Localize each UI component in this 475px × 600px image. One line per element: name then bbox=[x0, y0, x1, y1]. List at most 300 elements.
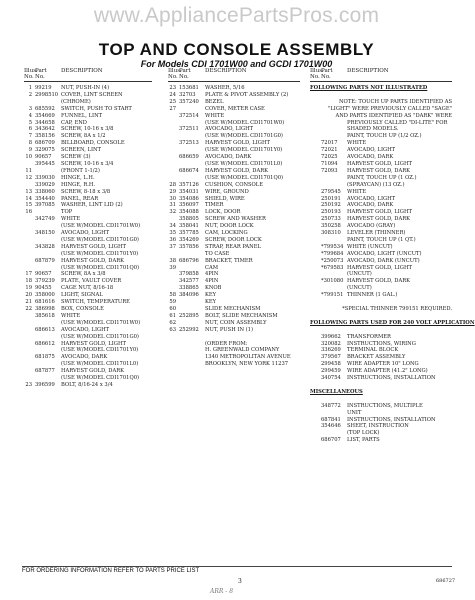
illus-number: 24 bbox=[169, 91, 176, 98]
part-number: *799534 bbox=[321, 243, 344, 250]
illus-number bbox=[168, 154, 179, 161]
parts-row bbox=[24, 299, 152, 306]
part-description: (USE W/MODEL CDI1701Y0) bbox=[205, 147, 283, 154]
part-number bbox=[317, 106, 328, 113]
part-number: 358041 bbox=[179, 223, 199, 230]
illus-number bbox=[310, 299, 321, 306]
parts-row bbox=[24, 313, 152, 320]
illus-number: 8 bbox=[28, 140, 32, 147]
parts-row bbox=[168, 251, 300, 258]
part-description: WIRE, GROUND bbox=[205, 188, 249, 195]
part-number bbox=[179, 251, 205, 258]
part-number: 338865 bbox=[179, 285, 199, 292]
part-number: 342749 bbox=[35, 216, 55, 223]
parts-row bbox=[310, 99, 452, 106]
illus-number: 31 bbox=[169, 202, 176, 209]
illus-number bbox=[24, 244, 35, 251]
part-number bbox=[179, 265, 205, 272]
part-number: 357785 bbox=[179, 230, 199, 237]
illus-number bbox=[310, 313, 321, 320]
part-number: 153681 bbox=[179, 85, 199, 91]
part-number: 372514 bbox=[179, 112, 199, 119]
illus-number bbox=[24, 216, 35, 223]
parts-row bbox=[24, 133, 152, 140]
parts-row bbox=[168, 334, 300, 341]
part-description: (USE W/MODEL CDI1701Y0) bbox=[61, 347, 139, 354]
parts-row bbox=[24, 265, 152, 272]
part-number: 339030 bbox=[35, 174, 55, 181]
illus-number bbox=[24, 251, 35, 258]
part-description: SWITCH, PUSH TO START bbox=[61, 105, 132, 112]
part-description: 4PIN bbox=[205, 271, 219, 278]
footer-note: FOR ORDERING INFORMATION REFER TO PARTS PRICE LIST bbox=[22, 568, 200, 574]
part-description: WHITE bbox=[205, 112, 225, 119]
illus-number: 12 bbox=[25, 174, 32, 181]
part-number: 90657 bbox=[35, 271, 52, 278]
part-number bbox=[320, 306, 342, 313]
part-description: SCREW, 8A x 3/8 bbox=[61, 271, 106, 278]
part-number: 386998 bbox=[35, 306, 55, 312]
column-header bbox=[310, 68, 452, 82]
part-description: COVER, METER CASE bbox=[205, 105, 265, 112]
illus-number bbox=[24, 354, 35, 361]
parts-row bbox=[310, 92, 452, 99]
parts-row bbox=[168, 223, 300, 230]
part-number: 279545 bbox=[321, 188, 341, 195]
illus-number bbox=[310, 375, 321, 382]
part-number: 344658 bbox=[35, 119, 55, 126]
part-description bbox=[347, 396, 452, 403]
part-description: NUT, PUSH-IN (4) bbox=[61, 85, 110, 91]
part-description: COVER, LINT SCREEN bbox=[61, 91, 123, 98]
part-description bbox=[347, 327, 452, 334]
part-number bbox=[321, 285, 347, 292]
parts-row bbox=[310, 292, 452, 299]
part-description: WHITE bbox=[347, 188, 367, 195]
parts-row bbox=[168, 347, 300, 354]
header-illus: Illus. No. bbox=[310, 68, 324, 80]
parts-row bbox=[310, 182, 452, 189]
part-number bbox=[35, 320, 61, 327]
illus-number: 62 bbox=[169, 319, 176, 326]
illus-number bbox=[310, 168, 321, 175]
part-number: *799151 bbox=[321, 292, 344, 299]
part-description: (USE W/MODEL CDI1701Q0) bbox=[61, 264, 140, 271]
parts-row bbox=[24, 285, 152, 292]
part-number bbox=[179, 133, 205, 140]
parts-row bbox=[168, 299, 300, 306]
parts-row bbox=[24, 278, 152, 285]
part-description: HARVEST GOLD, DARK bbox=[347, 216, 410, 223]
part-description: (USE W/MODEL CDI1701G0) bbox=[61, 333, 139, 340]
part-description: (TOP LOCK) bbox=[347, 430, 380, 437]
part-description: UNIT bbox=[347, 409, 362, 416]
part-number: 681875 bbox=[35, 354, 55, 361]
part-number bbox=[321, 410, 347, 417]
illus-number bbox=[168, 133, 179, 140]
part-description: KEY bbox=[205, 292, 217, 299]
part-description: BRACKET ASSEMBLY bbox=[347, 354, 406, 361]
illus-number bbox=[24, 313, 35, 320]
part-description: TIMER bbox=[205, 202, 224, 209]
parts-row bbox=[168, 278, 300, 285]
header-desc: DESCRIPTION bbox=[205, 68, 247, 74]
illus-number bbox=[310, 368, 321, 375]
illus-number bbox=[24, 161, 35, 168]
part-number: 358000 bbox=[35, 292, 55, 299]
illus-number: 17 bbox=[25, 271, 32, 278]
illus-number bbox=[310, 126, 321, 133]
illus-number: 5 bbox=[28, 119, 32, 126]
part-description: (USE W/MODEL CDI1701L0) bbox=[205, 160, 283, 167]
section-heading: FOLLOWING PARTS NOT ILLUSTRATED bbox=[310, 85, 428, 91]
parts-row bbox=[310, 306, 452, 313]
part-number: 358805 bbox=[179, 216, 199, 223]
parts-row bbox=[24, 375, 152, 382]
section-heading: MISCELLANEOUS bbox=[310, 388, 363, 395]
document-number: 686727 bbox=[436, 578, 456, 584]
part-number: 252895 bbox=[179, 312, 199, 319]
part-number bbox=[179, 334, 205, 341]
illus-number: 3 bbox=[28, 105, 32, 112]
illus-number bbox=[310, 175, 321, 182]
part-description: CUSHION, CONSOLE bbox=[205, 181, 264, 188]
illus-number: 20 bbox=[25, 292, 32, 299]
part-number bbox=[321, 271, 347, 278]
illus-number: 34 bbox=[169, 223, 176, 230]
part-description: INSTRUCTIONS, MULTIPLE bbox=[347, 402, 423, 409]
parts-row bbox=[168, 85, 300, 92]
part-description: SCREW, 10-16 x 3/8 bbox=[61, 126, 114, 133]
part-description: (USE W/MODEL CDI1701G0) bbox=[61, 236, 139, 243]
illus-number bbox=[310, 417, 321, 424]
parts-row bbox=[24, 361, 152, 368]
parts-row bbox=[310, 334, 452, 341]
part-description: AVOCADO, LIGHT bbox=[61, 326, 110, 333]
part-description: AVOCADO, LIGHT bbox=[347, 147, 396, 154]
parts-row bbox=[168, 354, 300, 361]
part-number bbox=[321, 327, 347, 334]
part-description: (CHROME) bbox=[61, 98, 91, 105]
part-number: 342577 bbox=[179, 278, 199, 285]
illus-number bbox=[24, 182, 35, 189]
part-description: SCREW, 8A x 1/2 bbox=[61, 133, 106, 140]
illus-number bbox=[310, 182, 321, 189]
parts-row bbox=[310, 403, 452, 410]
illus-number bbox=[310, 140, 321, 147]
parts-row bbox=[168, 306, 300, 313]
illus-number bbox=[310, 430, 321, 437]
part-description: CAM bbox=[205, 264, 219, 271]
parts-row bbox=[24, 223, 152, 230]
parts-row bbox=[168, 244, 300, 251]
illus-number bbox=[168, 147, 179, 154]
parts-row bbox=[310, 133, 452, 140]
illus-number: 10 bbox=[25, 154, 32, 161]
part-number: 357240 bbox=[179, 98, 199, 105]
parts-row bbox=[168, 120, 300, 127]
part-description bbox=[347, 92, 452, 99]
part-description: LIGHT, SIGNAL bbox=[61, 292, 103, 299]
parts-row bbox=[168, 361, 300, 368]
header-desc: DESCRIPTION bbox=[61, 68, 103, 74]
parts-row bbox=[310, 113, 452, 120]
part-number bbox=[35, 265, 61, 272]
part-number bbox=[321, 299, 347, 306]
illus-number bbox=[310, 251, 321, 258]
illus-number bbox=[310, 147, 321, 154]
parts-row bbox=[310, 354, 452, 361]
part-description: THINNER (1 GAL.) bbox=[347, 292, 398, 299]
part-description: (USE W/MODEL CDI1701L0) bbox=[61, 361, 139, 368]
illus-number: 16 bbox=[25, 209, 32, 216]
illus-number bbox=[168, 126, 179, 133]
part-description: AVOCADO, LIGHT bbox=[61, 230, 110, 237]
illus-number bbox=[168, 161, 179, 168]
part-description: (USE W/MODEL CDI1701W0) bbox=[61, 319, 141, 326]
part-number bbox=[321, 133, 347, 140]
illus-number bbox=[168, 347, 179, 354]
part-number bbox=[179, 320, 205, 327]
part-description: 1340 METROPOLITAN AVENUE bbox=[205, 354, 291, 361]
part-number bbox=[321, 313, 347, 320]
part-number: 356097 bbox=[179, 202, 199, 209]
part-number: 338060 bbox=[35, 188, 55, 195]
part-number: 354646 bbox=[321, 423, 341, 430]
illus-number bbox=[310, 113, 318, 120]
illus-number bbox=[168, 113, 179, 120]
part-description: (UNCUT) bbox=[347, 285, 372, 292]
parts-row bbox=[310, 244, 452, 251]
part-description: AVOCADO, DARK bbox=[347, 154, 394, 161]
part-number: 32703 bbox=[179, 91, 196, 98]
illus-number: 11 bbox=[25, 167, 32, 174]
part-description: (UNCUT) bbox=[347, 271, 372, 278]
illus-number: 61 bbox=[169, 312, 176, 319]
part-number: 384096 bbox=[179, 292, 199, 299]
part-description: WASHER, 5/16 bbox=[205, 85, 245, 91]
parts-row bbox=[168, 341, 300, 348]
illus-number bbox=[24, 375, 35, 382]
part-number: 343828 bbox=[35, 243, 55, 250]
part-description: WHITE bbox=[61, 312, 81, 319]
part-number: 357856 bbox=[179, 243, 199, 250]
part-number: 299459 bbox=[321, 368, 341, 375]
parts-row bbox=[168, 265, 300, 272]
parts-row bbox=[310, 396, 452, 403]
part-number: 686612 bbox=[35, 340, 55, 347]
parts-row bbox=[310, 175, 452, 182]
column-header bbox=[168, 68, 300, 82]
parts-row bbox=[168, 209, 300, 216]
part-number: 357126 bbox=[179, 181, 199, 188]
part-number: 686709 bbox=[35, 140, 55, 147]
illus-number: 37 bbox=[169, 243, 176, 250]
part-number: 340754 bbox=[321, 375, 341, 382]
parts-row bbox=[310, 196, 452, 203]
header-part: Part No. bbox=[35, 68, 47, 80]
part-description: PANEL, REAR bbox=[61, 195, 99, 202]
part-description bbox=[205, 334, 300, 341]
illus-number: 7 bbox=[28, 133, 32, 140]
parts-row bbox=[310, 313, 452, 320]
illus-number bbox=[310, 271, 321, 278]
part-description: WHITE bbox=[347, 140, 367, 147]
illus-number bbox=[24, 361, 35, 368]
part-number: 329075 bbox=[35, 147, 55, 154]
part-description: HARVEST GOLD, DARK bbox=[347, 278, 410, 285]
parts-row bbox=[168, 271, 300, 278]
illus-number bbox=[310, 396, 321, 403]
illus-number bbox=[24, 347, 35, 354]
parts-column-1 bbox=[24, 68, 152, 389]
part-number: 686707 bbox=[321, 437, 341, 444]
part-number bbox=[35, 237, 61, 244]
illus-number bbox=[310, 306, 320, 313]
illus-number bbox=[310, 292, 321, 299]
parts-row bbox=[24, 126, 152, 133]
part-description: INSTRUCTIONS, WIRING bbox=[347, 340, 416, 347]
illus-number bbox=[24, 99, 35, 106]
illus-number bbox=[24, 265, 35, 272]
illus-number: 9 bbox=[28, 147, 32, 154]
parts-row bbox=[168, 147, 300, 154]
watermark: www.AppliancePartsPros.com bbox=[93, 4, 380, 27]
illus-number: 36 bbox=[169, 236, 176, 243]
parts-row bbox=[24, 347, 152, 354]
illus-number bbox=[310, 244, 321, 251]
part-description: PLATE & PIVOT ASSEMBLY (2) bbox=[205, 91, 289, 98]
part-description: SCREW, 8-18 x 3/8 bbox=[61, 188, 111, 195]
illus-number bbox=[24, 258, 35, 265]
illus-number bbox=[168, 285, 179, 292]
parts-row bbox=[310, 202, 452, 209]
parts-row bbox=[24, 140, 152, 147]
illus-number: 58 bbox=[169, 292, 176, 299]
parts-row bbox=[310, 209, 452, 216]
illus-number: 1 bbox=[28, 85, 32, 91]
part-description: TOP bbox=[61, 209, 73, 216]
part-number bbox=[321, 382, 347, 389]
illus-number: 13 bbox=[25, 188, 32, 195]
parts-row bbox=[310, 423, 452, 430]
part-number bbox=[179, 354, 205, 361]
illus-number bbox=[310, 327, 321, 334]
part-description: HARVEST GOLD, DARK bbox=[347, 167, 410, 174]
parts-row bbox=[168, 202, 300, 209]
illus-number bbox=[310, 410, 321, 417]
parts-row bbox=[310, 410, 452, 417]
part-number bbox=[179, 147, 205, 154]
part-number bbox=[179, 299, 205, 306]
illus-number bbox=[168, 278, 179, 285]
part-description: (USE W/MODEL CDI1701Q0) bbox=[205, 174, 284, 181]
part-number: 379567 bbox=[321, 354, 341, 361]
parts-row bbox=[310, 327, 452, 334]
parts-row bbox=[24, 251, 152, 258]
parts-row bbox=[168, 327, 300, 334]
illus-number bbox=[310, 334, 321, 341]
parts-row bbox=[310, 430, 452, 437]
parts-row bbox=[310, 147, 452, 154]
part-description: CAM, LOCKING bbox=[205, 230, 248, 237]
part-number: 250192 bbox=[321, 202, 341, 209]
page-subtitle: For Models CDI 1701W00 and GCDI 1701W00 bbox=[140, 59, 333, 69]
illus-number: 18 bbox=[25, 278, 32, 285]
illus-number bbox=[310, 189, 321, 196]
part-number bbox=[179, 120, 205, 127]
illus-number bbox=[24, 368, 35, 375]
part-number: 681616 bbox=[35, 299, 55, 306]
part-number: 348150 bbox=[35, 230, 55, 237]
part-description: "LIGHT" WERE PREVIOUSLY CALLED "SAGE" bbox=[327, 105, 452, 112]
illus-number bbox=[310, 216, 321, 223]
header-part: Part No. bbox=[179, 68, 191, 80]
illus-number bbox=[24, 237, 35, 244]
part-description: (USE W/MODEL CDI1701W0) bbox=[61, 223, 141, 230]
illus-number bbox=[310, 437, 321, 444]
part-number bbox=[321, 237, 347, 244]
parts-row bbox=[168, 189, 300, 196]
header-illus: Illus. No. bbox=[24, 68, 38, 80]
part-description: AVOCADO, DARK (UNCUT) bbox=[347, 257, 420, 264]
part-number: *301080 bbox=[321, 278, 344, 285]
parts-row bbox=[310, 382, 452, 389]
part-description: KEY bbox=[205, 299, 217, 306]
part-description: INSTRUCTIONS, INSTALLATION bbox=[347, 375, 436, 382]
parts-row bbox=[24, 320, 152, 327]
illus-number bbox=[168, 271, 179, 278]
illus-number: 28 bbox=[169, 181, 176, 188]
part-description: SWITCH, TEMPERATURE bbox=[61, 299, 130, 306]
part-description: TERMINAL BLOCK bbox=[347, 347, 399, 354]
parts-row bbox=[310, 375, 452, 382]
parts-row bbox=[310, 230, 452, 237]
part-number bbox=[35, 99, 61, 106]
part-number: 686659 bbox=[179, 154, 199, 161]
part-number: 354669 bbox=[35, 112, 55, 119]
parts-row bbox=[168, 292, 300, 299]
part-number: 686674 bbox=[179, 167, 199, 174]
part-number bbox=[35, 334, 61, 341]
parts-row bbox=[168, 313, 300, 320]
part-description: (USE W/MODEL CDI1701Q0) bbox=[61, 375, 140, 382]
part-number bbox=[35, 168, 61, 175]
part-description: HARVEST GOLD, DARK bbox=[61, 257, 124, 264]
parts-row bbox=[168, 168, 300, 175]
parts-row bbox=[24, 99, 152, 106]
part-number: 385618 bbox=[35, 312, 55, 319]
parts-column-2 bbox=[168, 68, 300, 368]
part-description: BOLT, SLIDE MECHANISM bbox=[205, 312, 278, 319]
illus-number bbox=[310, 196, 321, 203]
parts-row bbox=[24, 189, 152, 196]
part-number: 90455 bbox=[35, 285, 52, 292]
illus-number bbox=[168, 175, 179, 182]
part-number: 399662 bbox=[321, 333, 341, 340]
parts-row bbox=[24, 306, 152, 313]
part-number: *679583 bbox=[321, 264, 344, 271]
illus-number: 15 bbox=[25, 202, 32, 209]
part-number bbox=[321, 182, 347, 189]
illus-number: 35 bbox=[169, 230, 176, 237]
part-number bbox=[319, 99, 339, 106]
part-number: 350258 bbox=[321, 223, 341, 230]
illus-number bbox=[310, 403, 321, 410]
parts-row bbox=[310, 299, 452, 306]
part-description: FUNNEL, LINT bbox=[61, 112, 103, 119]
part-description: SCREW, 10-16 x 3/4 bbox=[61, 160, 114, 167]
